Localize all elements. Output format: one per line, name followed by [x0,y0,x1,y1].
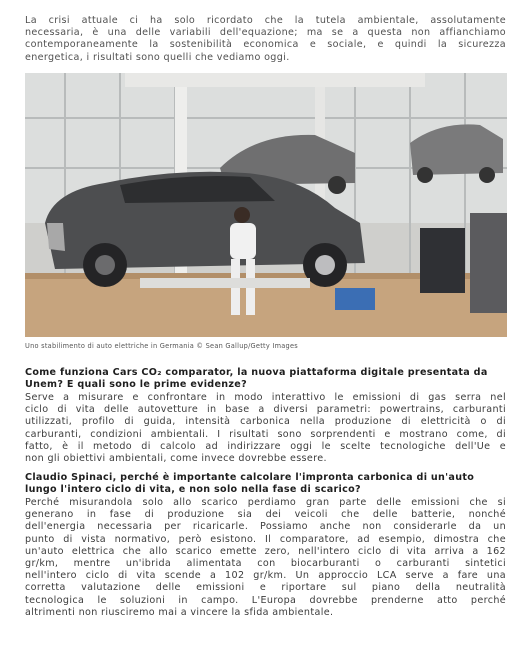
intro-line: La crisi attuale ci ha solo ricordato che la tutela ambientale, assolutamente [25,15,506,26]
body-line: dell'energia necessaria per ricaricarle. Possiamo anche non considerarle da un [25,521,506,533]
body-line: Perché misurandola solo allo scarico perdiamo gran parte delle emissioni che si [25,497,506,508]
body-line: Serve a misurare e confrontare in modo interattivo le emissioni di gas serra nel [25,392,506,403]
section-body [25,497,506,619]
body-line: nell'intero ciclo di vita scende a 102 gr/km. Un approccio LCA serve a fare una [25,570,506,582]
factory-photo-illustration [25,73,507,337]
heading-line: lungo l'intero ciclo di vita, e non solo nella fase di scarico? [25,484,361,496]
body-line: tecnologica le soluzioni in campo. L'Europa dovrebbe prenderne atto perché [25,594,506,606]
intro-line: necessaria, è una delle variabili dell'equazione; ma se a questa non affianchiamo [25,27,506,39]
body-line: un'auto elettrica che allo scarico emette zero, nell'intero ciclo di vita arriva a 162 [25,545,506,557]
body-line: generano in fase di produzione sia dei veicoli che delle batterie, nonché [25,509,506,521]
section-heading [25,367,506,391]
section-body [25,392,506,465]
heading-line: Claudio Spinaci, perché è importante calcolare l'impronta carbonica di un'auto [25,472,475,483]
body-line: altrimenti non riusciremo mai a vincere la sfida ambientale. [25,606,334,618]
body-line: utilizzati, profilo di guida, intensità carbonica nella produzione di elettricità o di [25,416,506,428]
intro-paragraph [25,15,506,64]
intro-line: energetica, i risultati sono quelli che vediamo oggi. [25,51,290,63]
photo-caption: Uno stabilimento di auto elettriche in Germania © Sean Gallup/Getty Images [25,342,298,350]
heading-line: Unem? E quali sono le prime evidenze? [25,379,247,391]
body-line: carburanti, condizioni ambientali. I risultati sono sorprendenti e mostrano come, di [25,428,506,440]
factory-photo [25,73,507,337]
body-line: ciclo di vita delle autovetture in base a diversi parametri: powertrains, carburanti [25,404,506,416]
section-heading [25,472,506,496]
heading-line: Come funziona Cars CO₂ comparator, la nuova piattaforma digitale presentata da [25,367,488,378]
body-line: gr/km, mentre un'ibrida alimentata con biocarburanti o carburanti sintetici [25,558,506,570]
body-line: fatto, è il metodo di calcolo ad indirizzare oggi le scelte tecnologiche dell'Ue e [25,440,506,452]
body-line: corretta valutazione delle emissioni e riportare sul piano della neutralità [25,582,506,594]
body-line: non gli obiettivi ambientali, come invece dovrebbe essere. [25,453,327,465]
body-line: punto di vista normativo, però esistono. Il comparatore, ad esempio, dimostra che [25,533,506,545]
intro-line: contemporaneamente la sostenibilità economica e sociale, e quindi la sicurezza [25,39,506,51]
